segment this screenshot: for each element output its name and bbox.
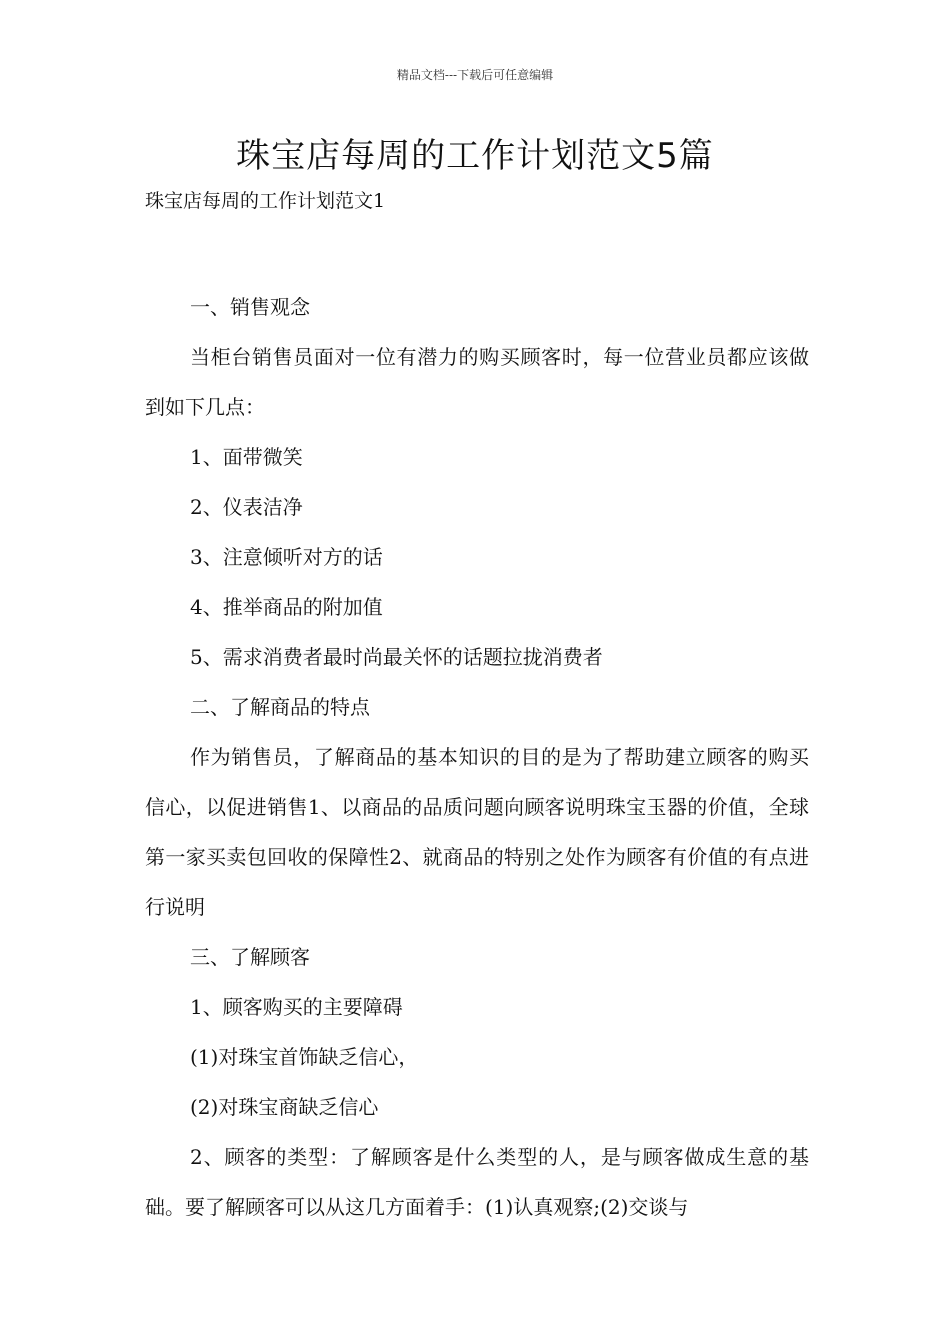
list-item-obstacles: 1、顾客购买的主要障碍 xyxy=(190,995,403,1019)
list-item-smile: 1、面带微笑 xyxy=(190,445,303,469)
heading-product-features: 二、了解商品的特点 xyxy=(190,695,370,719)
page-header-note: 精品文档---下载后可任意编辑 xyxy=(396,68,554,82)
paragraph-customer-types: 2、顾客的类型：了解顾客是什么类型的人，是与顾客做成生意的基础。要了解顾客可以从这几方面着手：(1)认真观察;(2)交谈与 xyxy=(145,1145,809,1219)
list-item-dealer-confidence: (2)对珠宝商缺乏信心 xyxy=(190,1095,379,1119)
list-item-topics: 5、需求消费者最时尚最关怀的话题拉拢消费者 xyxy=(190,645,603,669)
list-item-added-value: 4、推举商品的附加值 xyxy=(190,595,383,619)
document-body xyxy=(145,282,809,1232)
paragraph-sales-intro: 当柜台销售员面对一位有潜力的购买顾客时，每一位营业员都应该做到如下几点： xyxy=(145,345,809,419)
list-item-jewelry-confidence: (1)对珠宝首饰缺乏信心， xyxy=(190,1045,419,1069)
heading-sales-concept: 一、销售观念 xyxy=(190,295,310,319)
section-subtitle: 珠宝店每周的工作计划范文1 xyxy=(145,190,386,212)
document-title: 珠宝店每周的工作计划范文5篇 xyxy=(236,136,714,176)
list-item-listen: 3、注意倾听对方的话 xyxy=(190,545,383,569)
paragraph-product-knowledge: 作为销售员，了解商品的基本知识的目的是为了帮助建立顾客的购买信心，以促进销售1、以商品的品质问题向顾客说明珠宝玉器的价值，全球第一家买卖包回收的保障性2、就商品的特别之处作为顾客有价值的有点进行说明 xyxy=(145,745,809,919)
heading-know-customer: 三、了解顾客 xyxy=(190,945,310,969)
list-item-appearance: 2、仪表洁净 xyxy=(190,495,303,519)
